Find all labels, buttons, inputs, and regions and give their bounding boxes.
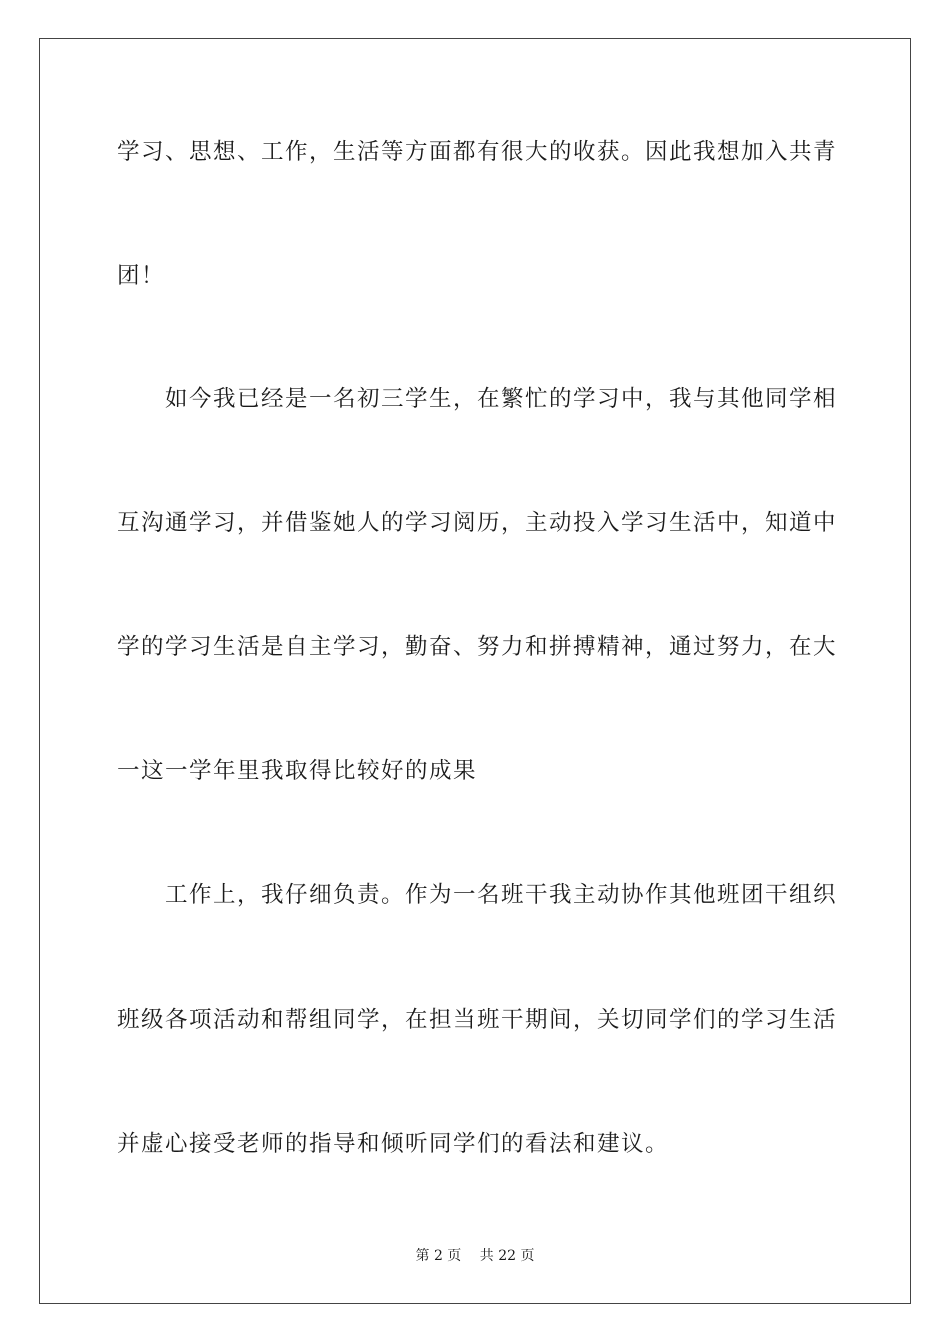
body-line-1: 学习、思想、工作，生活等方面都有很大的收获。因此我想加入共青 <box>117 139 837 165</box>
body-line-9: 并虚心接受老师的指导和倾听同学们的看法和建议。 <box>117 1131 670 1157</box>
page-number-footer: 第 2 页 共 22 页 <box>415 1248 535 1264</box>
body-line-7: 工作上，我仔细负责。作为一名班干我主动协作其他班团干组织 <box>117 882 837 908</box>
body-line-8: 班级各项活动和帮组同学，在担当班干期间，关切同学们的学习生活 <box>117 1007 837 1033</box>
body-line-2: 团！ <box>117 263 166 289</box>
body-line-6: 一这一学年里我取得比较好的成果 <box>117 758 478 784</box>
body-line-3: 如今我已经是一名初三学生，在繁忙的学习中，我与其他同学相 <box>117 386 837 412</box>
body-line-5: 学的学习生活是自主学习，勤奋、努力和拼搏精神，通过努力，在大 <box>117 634 837 660</box>
body-line-4: 互沟通学习，并借鉴她人的学习阅历，主动投入学习生活中，知道中 <box>117 510 837 536</box>
page-border <box>39 38 911 1304</box>
